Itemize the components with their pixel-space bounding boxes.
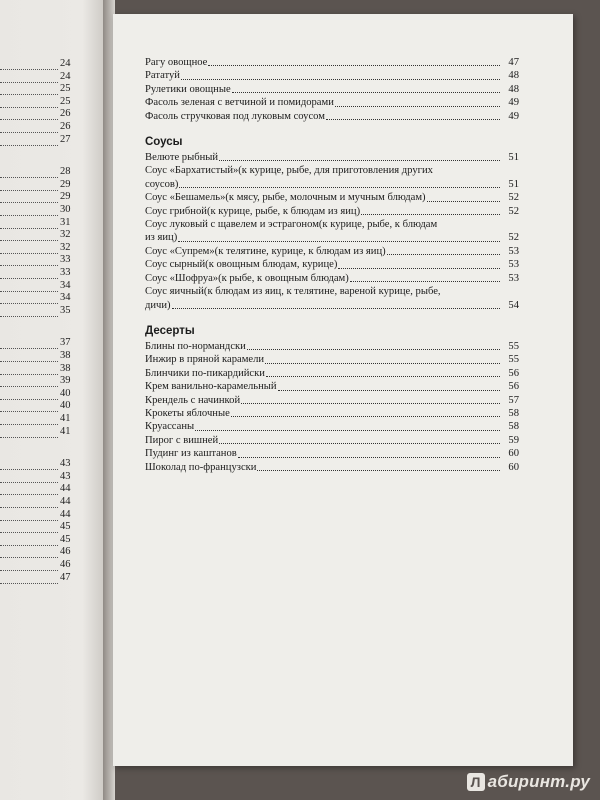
left-page-leader (0, 377, 58, 387)
left-page-leader (0, 498, 58, 508)
left-page-number: 40 (60, 400, 71, 412)
page-number: 59 (508, 434, 519, 446)
left-page-leader (0, 561, 58, 571)
page-number: 53 (508, 259, 519, 271)
toc-row[interactable]: Соус сырный(к овощным блюдам, курице) 53 (145, 259, 519, 271)
page-number: 52 (508, 205, 519, 217)
left-page-leader (0, 256, 58, 266)
toc-section-vegetables (145, 56, 519, 123)
page-number: 49 (508, 110, 519, 122)
left-page-number: 29 (60, 191, 71, 203)
left-page-number: 46 (60, 546, 71, 558)
page-number: 55 (508, 354, 519, 366)
toc-row[interactable]: Рататуй 48 (145, 70, 519, 82)
left-page-number: 34 (60, 292, 71, 304)
left-page-number: 43 (60, 470, 71, 482)
left-page-leader (0, 123, 58, 133)
toc-row[interactable]: Фасоль стручковая под луковым соусом 49 (145, 110, 519, 122)
left-page-number: 25 (60, 83, 71, 95)
toc-row[interactable]: Соус «Бешамель»(к мясу, рыбе, молочным и мучным блюдам) 52 (145, 192, 519, 204)
left-page-leader (0, 402, 58, 412)
left-page-number: 45 (60, 521, 71, 533)
left-page-number: 43 (60, 458, 71, 470)
toc-row[interactable]: Крокеты яблочные 58 (145, 407, 519, 419)
toc-row[interactable]: Шоколад по-французски 60 (145, 461, 519, 473)
left-page-leader (0, 428, 58, 438)
left-page-leader (0, 60, 58, 70)
page-number: 48 (508, 83, 519, 95)
left-page-leader (0, 339, 58, 349)
page-number: 48 (508, 70, 519, 82)
left-page-number: 41 (60, 425, 71, 437)
left-page-leader (0, 282, 58, 292)
left-page-leader (0, 307, 58, 317)
left-page-number: 39 (60, 375, 71, 387)
toc-row[interactable]: Соус «Бархатистый»(к курице, рыбе, для приготовления других соусов) 51 (145, 165, 519, 190)
left-page-number: 38 (60, 350, 71, 361)
toc-row[interactable]: Соус «Шофруа»(к рыбе, к овощным блюдам) 53 (145, 272, 519, 284)
toc-row[interactable]: Рагу овощное 47 (145, 57, 519, 68)
toc-row[interactable]: Соус «Супрем»(к телятине, курице, к блюдам из яиц) 53 (145, 245, 519, 257)
toc-row[interactable]: Рулетики овощные 48 (145, 83, 519, 95)
left-page-leader (0, 231, 58, 241)
toc-row[interactable]: Соус грибной(к курице, рыбе, к блюдам из яиц) 52 (145, 205, 519, 217)
page-number: 51 (508, 178, 519, 190)
toc-section-desserts (145, 324, 519, 474)
page-number: 55 (508, 340, 519, 352)
toc-row[interactable]: Круассаны 58 (145, 421, 519, 433)
left-page-leader (0, 574, 58, 584)
left-page-leader (0, 415, 58, 425)
page-number: 57 (508, 394, 519, 406)
left-page-leader (0, 473, 58, 483)
left-page-number: 33 (60, 267, 71, 278)
left-page-number: 26 (60, 108, 71, 120)
left-page-leader (0, 219, 58, 229)
page-number: 52 (508, 232, 519, 244)
left-page-number: 24 (60, 70, 71, 82)
toc-row[interactable]: Пирог с вишней 59 (145, 434, 519, 446)
page-number: 53 (508, 245, 519, 257)
toc-row[interactable]: Блинчики по-пикардийски 56 (145, 367, 519, 379)
left-page (0, 0, 103, 800)
left-page-number: 41 (60, 413, 71, 424)
left-page-leader (0, 168, 58, 178)
left-page-number: 37 (60, 337, 71, 349)
left-page-leader (0, 485, 58, 495)
left-page-leader (0, 294, 58, 304)
left-page-leader (0, 193, 58, 203)
left-page-number: 35 (60, 304, 71, 316)
left-page-number: 40 (60, 387, 71, 399)
table-of-contents (145, 56, 519, 474)
left-page-number: 45 (60, 533, 71, 545)
left-page-number: 24 (60, 58, 71, 69)
left-page-leader (0, 460, 58, 470)
left-page-number: 32 (60, 241, 71, 253)
left-page-number: 31 (60, 216, 71, 228)
left-page-leader (0, 352, 58, 362)
page-number: 58 (508, 421, 519, 433)
toc-row[interactable]: Велюте рыбный 51 (145, 152, 519, 164)
left-page-leader (0, 536, 58, 546)
page-number: 49 (508, 97, 519, 109)
page-number: 54 (508, 299, 519, 311)
left-page-leader (0, 206, 58, 216)
left-page-leader (0, 365, 58, 375)
left-page-leader (0, 110, 58, 120)
page-number: 60 (508, 461, 519, 473)
toc-section-sauces (145, 135, 519, 312)
page-number: 58 (508, 407, 519, 419)
page-number: 56 (508, 367, 519, 379)
left-page-leader (0, 390, 58, 400)
page-number: 56 (508, 381, 519, 393)
page-number: 47 (508, 57, 519, 68)
page-number: 53 (508, 272, 519, 284)
left-page-leader (0, 181, 58, 191)
left-page-number: 26 (60, 121, 71, 132)
section-heading: Соусы (145, 136, 183, 149)
toc-row[interactable]: Фасоль зеленая с ветчиной и помидорами 49 (145, 97, 519, 109)
section-heading: Десерты (145, 324, 195, 337)
left-page-number: 47 (60, 571, 71, 583)
left-page-number: 46 (60, 559, 71, 570)
page-number: 60 (508, 448, 519, 460)
left-page-leader (0, 136, 58, 146)
left-page-leader (0, 85, 58, 95)
toc-row[interactable]: Соус яичный(к блюдам из яиц, к телятине, вареной курице, рыбе, дичи) 54 (145, 286, 519, 311)
left-page-number: 30 (60, 204, 71, 215)
left-page-number: 44 (60, 496, 71, 507)
left-page-number: 27 (60, 133, 71, 145)
left-page-number: 33 (60, 254, 71, 266)
left-page-number: 32 (60, 229, 71, 241)
toc-row[interactable]: Крендель с начинкой 57 (145, 394, 519, 406)
left-page-number: 44 (60, 483, 71, 495)
watermark-logo: Л абиринт.ру (467, 772, 590, 792)
labirint-logo-icon: Л (467, 773, 485, 791)
left-page-number: 28 (60, 166, 71, 178)
page-number: 51 (508, 152, 519, 164)
left-page-leader (0, 523, 58, 533)
left-page-number: 29 (60, 178, 71, 190)
toc-row[interactable]: Пудинг из каштанов 60 (145, 448, 519, 460)
left-page-number: 38 (60, 362, 71, 374)
left-page-leader (0, 269, 58, 279)
left-page-leader (0, 244, 58, 254)
toc-row[interactable]: Соус луковый с щавелем и эстрагоном(к курице, рыбе, к блюдам из яиц) 52 (145, 219, 519, 244)
left-page-leader (0, 548, 58, 558)
left-page-leader (0, 98, 58, 108)
left-page-number: 44 (60, 508, 71, 520)
toc-row[interactable]: Блины по-нормандски 55 (145, 340, 519, 352)
left-page-leader (0, 73, 58, 83)
toc-row[interactable]: Инжир в пряной карамели 55 (145, 354, 519, 366)
left-page-leader (0, 511, 58, 521)
left-page-number: 34 (60, 279, 71, 291)
page-number: 52 (508, 192, 519, 204)
toc-row[interactable]: Крем ванильно-карамельный 56 (145, 381, 519, 393)
left-page-number: 25 (60, 95, 71, 107)
